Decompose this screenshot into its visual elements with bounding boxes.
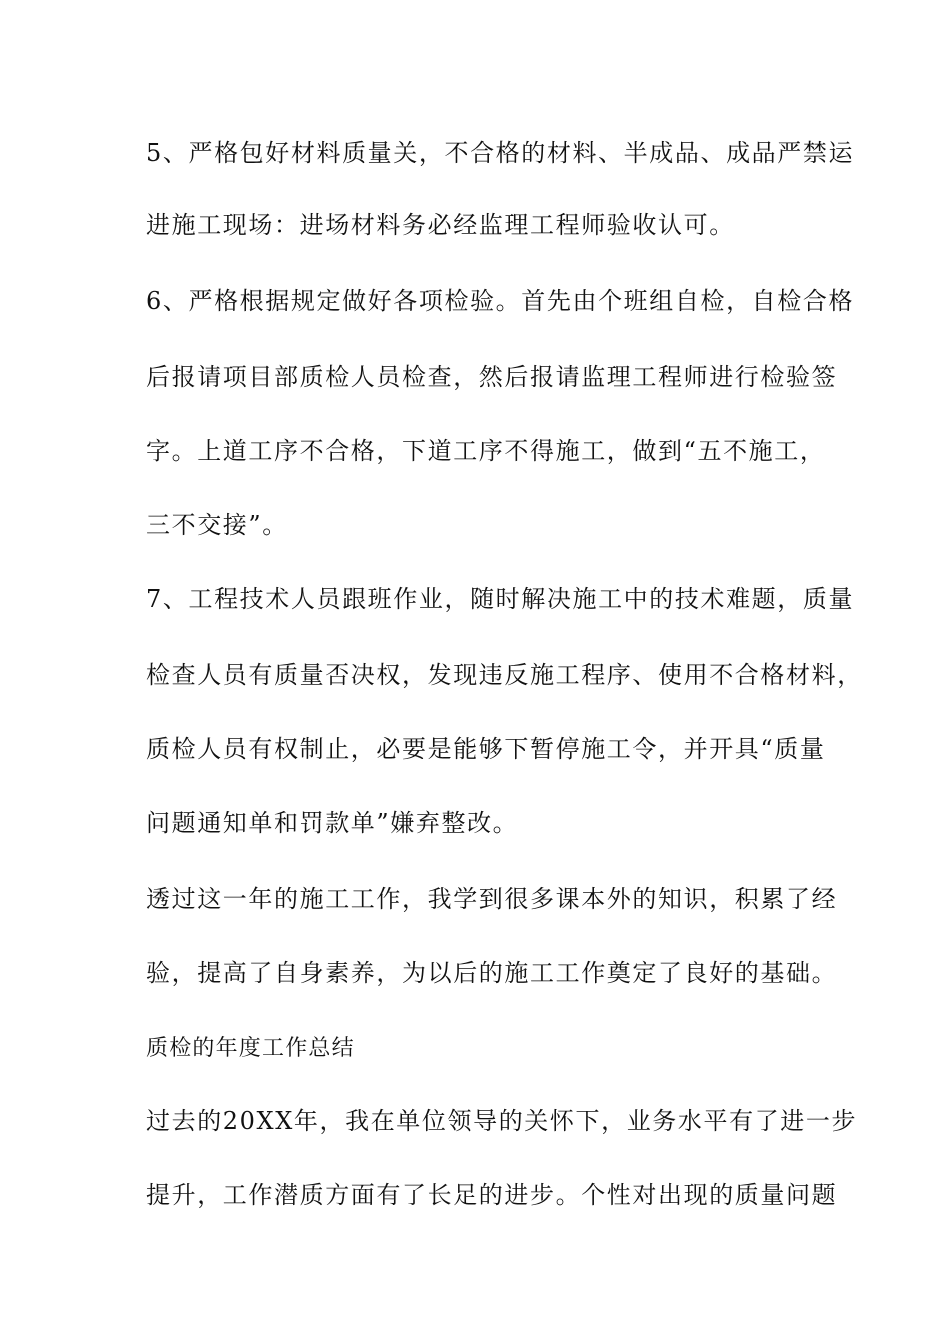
paragraph-line: 6、严格根据规定做好各项检验。首先由个班组自检，自检合格 <box>146 287 855 315</box>
paragraph-line: 后报请项目部质检人员检查，然后报请监理工程师进行检验签 <box>146 363 838 391</box>
section-heading: 质检的年度工作总结 <box>146 1036 355 1061</box>
paragraph-line: 进施工现场：进场材料务必经监理工程师验收认可。 <box>146 211 735 239</box>
paragraph-line: 三不交接”。 <box>146 511 288 539</box>
paragraph-line: 提升，工作潜质方面有了长足的进步。个性对出现的质量问题 <box>146 1181 838 1209</box>
paragraph-line: 质检人员有权制止，必要是能够下暂停施工令，并开具“质量 <box>146 735 826 763</box>
paragraph-line: 验，提高了自身素养，为以后的施工工作奠定了良好的基础。 <box>146 959 838 987</box>
paragraph-line: 5、严格包好材料质量关，不合格的材料、半成品、成品严禁运 <box>146 139 855 167</box>
paragraph-line: 透过这一年的施工工作，我学到很多课本外的知识，积累了经 <box>146 885 838 913</box>
paragraph-line: 问题通知单和罚款单”嫌弃整改。 <box>146 809 519 837</box>
paragraph-line: 字。上道工序不合格，下道工序不得施工，做到“五不施工， <box>146 437 826 465</box>
paragraph-line: 检查人员有质量否决权，发现违反施工程序、使用不合格材料， <box>146 661 863 689</box>
paragraph-line: 7、工程技术人员跟班作业，随时解决施工中的技术难题，质量 <box>146 585 855 613</box>
paragraph-line: 过去的20XX年，我在单位领导的关怀下，业务水平有了进一步 <box>146 1107 858 1135</box>
